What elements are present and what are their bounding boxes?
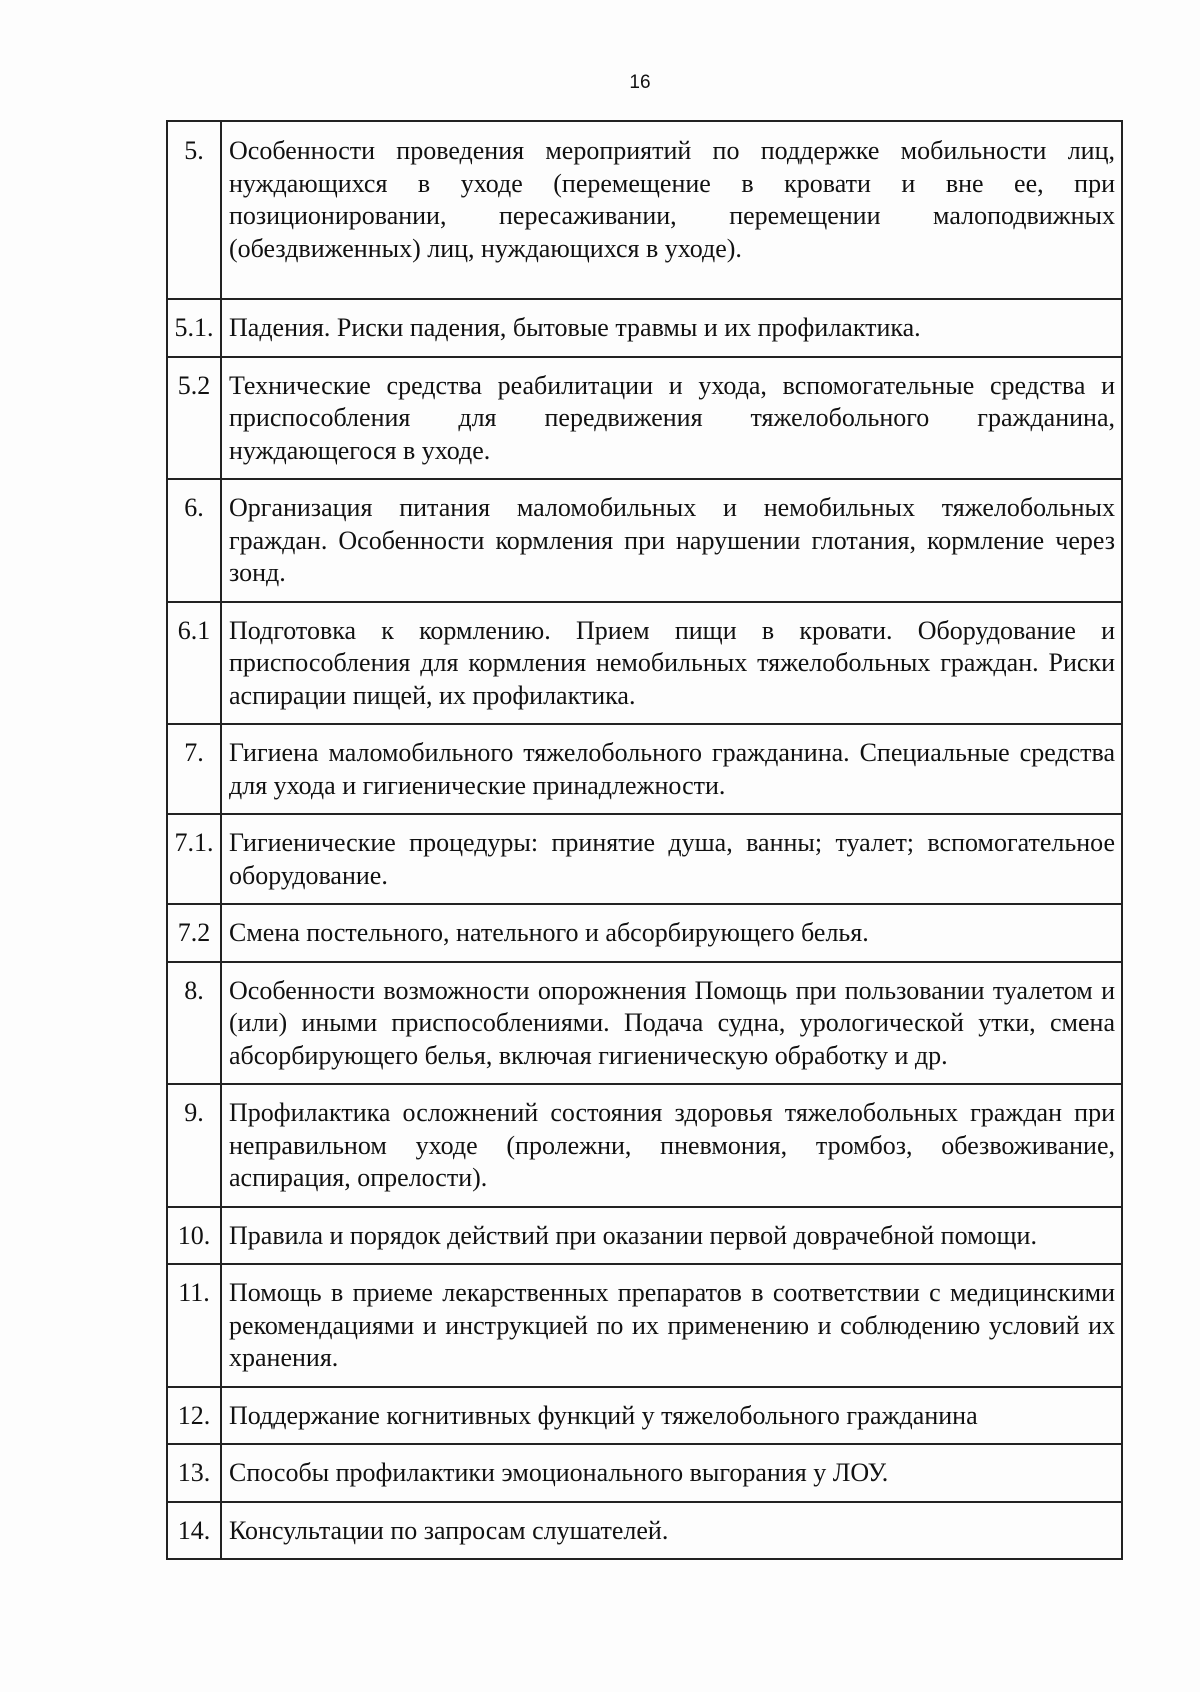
row-text: Гигиена маломобильного тяжелобольного гражданина. Специальные средства для ухода и гигиенические принадлежности. — [221, 724, 1122, 814]
row-text: Организация питания маломобильных и немобильных тяжелобольных граждан. Особенности кормления при нарушении глотания, кормление через зонд. — [221, 479, 1122, 602]
row-number: 13. — [167, 1444, 221, 1502]
row-number: 14. — [167, 1502, 221, 1560]
row-text: Смена постельного, нательного и абсорбирующего белья. — [221, 904, 1122, 962]
row-number: 9. — [167, 1084, 221, 1207]
row-text: Особенности проведения мероприятий по поддержке мобильности лиц, нуждающихся в уходе (перемещение в кровати и вне ее, при позиционировании, пересаживании, перемещении малоподвижных (обездвиженных) лиц, нуждающихся в уходе). — [221, 121, 1122, 299]
table-row — [167, 1387, 1122, 1445]
row-text: Профилактика осложнений состояния здоровья тяжелобольных граждан при неправильном уходе (пролежни, пневмония, тромбоз, обезвоживание, аспирация, опрелости). — [221, 1084, 1122, 1207]
row-text: Особенности возможности опорожнения Помощь при пользовании туалетом и (или) иными приспособлениями. Подача судна, урологической утки, смена абсорбирующего белья, включая гигиеническую обработку и др. — [221, 962, 1122, 1085]
table-row — [167, 1444, 1122, 1502]
row-number: 8. — [167, 962, 221, 1085]
row-number: 12. — [167, 1387, 221, 1445]
row-text: Правила и порядок действий при оказании первой доврачебной помощи. — [221, 1207, 1122, 1265]
topics-table — [166, 120, 1123, 1560]
row-number: 6.1 — [167, 602, 221, 725]
row-number: 7. — [167, 724, 221, 814]
row-text: Падения. Риски падения, бытовые травмы и их профилактика. — [221, 299, 1122, 357]
table-row — [167, 1084, 1122, 1207]
row-text: Гигиенические процедуры: принятие душа, ванны; туалет; вспомогательное оборудование. — [221, 814, 1122, 904]
table-row — [167, 357, 1122, 480]
row-number: 10. — [167, 1207, 221, 1265]
row-number: 6. — [167, 479, 221, 602]
table-row — [167, 1264, 1122, 1387]
row-text: Помощь в приеме лекарственных препаратов в соответствии с медицинскими рекомендациями и инструкцией по их применению и соблюдению условий их хранения. — [221, 1264, 1122, 1387]
row-number: 5.2 — [167, 357, 221, 480]
row-number: 11. — [167, 1264, 221, 1387]
table-row — [167, 121, 1122, 299]
row-number: 7.2 — [167, 904, 221, 962]
table-row — [167, 724, 1122, 814]
row-number: 7.1. — [167, 814, 221, 904]
table-row — [167, 1502, 1122, 1560]
table-row — [167, 962, 1122, 1085]
table-row — [167, 602, 1122, 725]
row-text: Подготовка к кормлению. Прием пищи в кровати. Оборудование и приспособления для кормления немобильных тяжелобольных граждан. Риски аспирации пищей, их профилактика. — [221, 602, 1122, 725]
row-number: 5.1. — [167, 299, 221, 357]
table-row — [167, 1207, 1122, 1265]
row-text: Консультации по запросам слушателей. — [221, 1502, 1122, 1560]
table-row — [167, 814, 1122, 904]
row-text: Поддержание когнитивных функций у тяжелобольного гражданина — [221, 1387, 1122, 1445]
table-row — [167, 904, 1122, 962]
table-row — [167, 479, 1122, 602]
table-row — [167, 299, 1122, 357]
row-text: Способы профилактики эмоционального выгорания у ЛОУ. — [221, 1444, 1122, 1502]
row-text: Технические средства реабилитации и ухода, вспомогательные средства и приспособления для передвижения тяжелобольного гражданина, нуждающегося в уходе. — [221, 357, 1122, 480]
row-number: 5. — [167, 121, 221, 299]
page-number: 16 — [629, 72, 651, 93]
